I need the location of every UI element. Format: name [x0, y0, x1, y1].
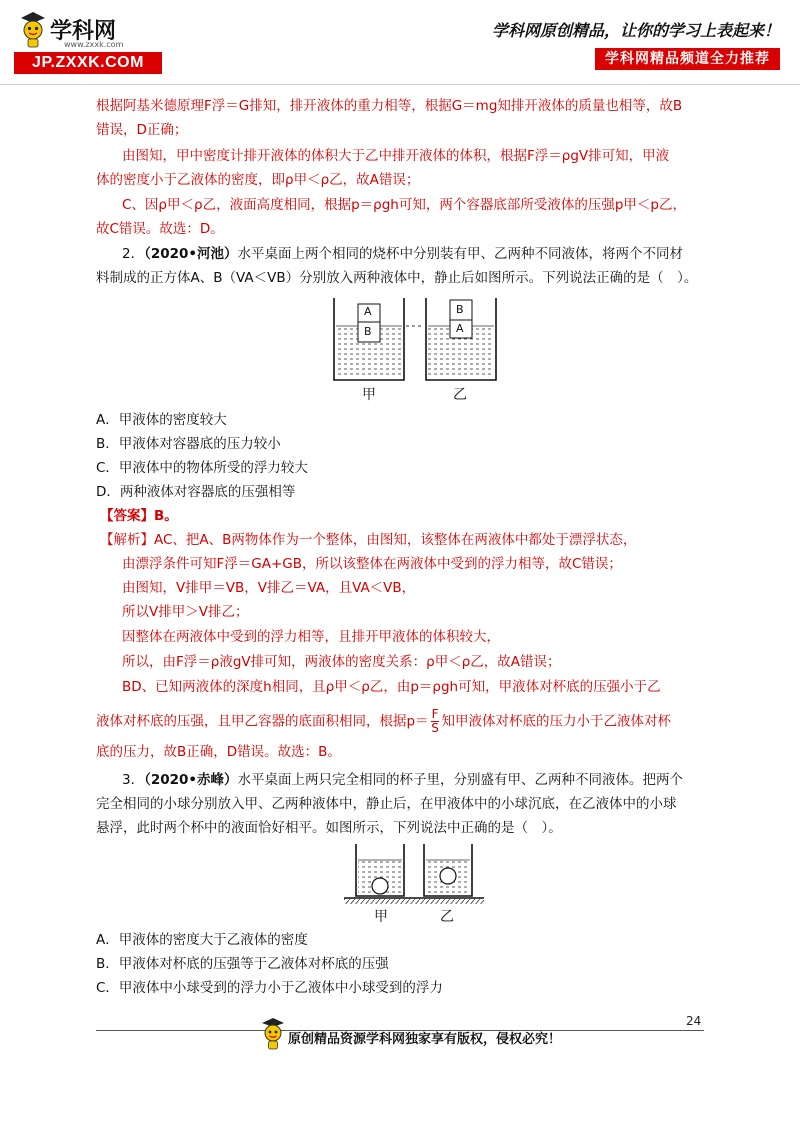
question-source: （2020•河池） — [144, 246, 238, 262]
block-b-label: B — [456, 303, 464, 316]
answer: 【答案】B。 — [100, 508, 178, 524]
logo-small-url: www.zxxk.com — [64, 40, 124, 49]
cup-label-yi: 乙 — [440, 909, 454, 925]
question-3-stem-cont: 悬浮，此时两个杯中的液面恰好相平。如图所示，下列说法中正确的是（ ）。 — [96, 820, 562, 836]
header-divider — [0, 84, 800, 85]
question-2-stem — [122, 244, 712, 264]
question-stem-text: 水平桌面上两个相同的烧杯中分别装有甲、乙两种不同液体，将两个不同材 — [237, 246, 684, 262]
question-2-stem-cont: 料制成的正方体A、B（VA＜VB）分别放入两种液体中，静止后如图所示。下列说法正确的是（ ）。 — [96, 270, 698, 286]
block-b-label: B — [364, 325, 372, 338]
question-number: 2． — [122, 246, 145, 262]
q2-figure — [320, 292, 510, 402]
analysis-line: 因整体在两液体中受到的浮力相等，且排开甲液体的体积较大， — [122, 629, 500, 645]
option-c[interactable]: C．甲液体中的物体所受的浮力较大 — [96, 460, 308, 476]
footer-copyright: 原创精品资源学科网独家享有版权，侵权必究！ — [288, 1032, 562, 1047]
analysis-line: 【解析】AC、把A、B两物体作为一个整体，由图知，该整体在两液体中都处于漂浮状态， — [100, 532, 637, 548]
option-c[interactable]: C．甲液体中小球受到的浮力小于乙液体中小球受到的浮力 — [96, 980, 443, 996]
analysis-text: 知甲液体对杯底的压力小于乙液体对杯 — [441, 713, 671, 730]
analysis-line: 所以V排甲＞V排乙； — [122, 604, 249, 620]
prev-solution-line: C、因ρ甲＜ρ乙，液面高度相同，根据p＝ρgh可知，两个容器底部所受液体的压强p甲＜p乙， — [122, 197, 686, 213]
option-d[interactable]: D．两种液体对容器底的压强相等 — [96, 484, 296, 500]
option-a[interactable]: A．甲液体的密度较大 — [96, 412, 227, 428]
beaker-label-yi: 乙 — [453, 387, 467, 403]
q3-figure — [344, 840, 484, 924]
analysis-line-fraction — [96, 708, 712, 735]
page-number: 24 — [686, 1014, 702, 1028]
option-b[interactable]: B．甲液体对容器底的压力较小 — [96, 436, 281, 452]
prev-solution-line: 根据阿基米德原理F浮＝G排知，排开液体的重力相等，根据G＝mg知排开液体的质量也相等，故B — [96, 98, 683, 114]
question-stem-text: 水平桌面上两只完全相同的杯子里，分别盛有甲、乙两种不同液体。把两个 — [237, 772, 684, 788]
footer-mascot-icon — [260, 1016, 286, 1050]
question-source: （2020•赤峰） — [144, 772, 238, 788]
header — [0, 0, 800, 90]
analysis-line: 底的压力，故B正确，D错误。故选：B。 — [96, 744, 341, 760]
fraction-numerator: F — [431, 707, 439, 721]
question-3-stem — [122, 770, 712, 790]
option-a[interactable]: A．甲液体的密度大于乙液体的密度 — [96, 932, 308, 948]
fraction-f-over-s — [431, 708, 440, 735]
analysis-line: 由漂浮条件可知F浮＝GA+GB，所以该整体在两液体中受到的浮力相等，故C错误； — [122, 556, 622, 572]
logo-mascot-icon — [18, 10, 48, 48]
cup-label-jia: 甲 — [374, 909, 388, 925]
question-3-stem-cont: 完全相同的小球分别放入甲、乙两种液体中，静止后，在甲液体中的小球沉底，在乙液体中的小球 — [96, 796, 677, 812]
analysis-line: 由图知，V排甲＝VB，V排乙＝VA，且VA＜VB， — [122, 580, 416, 596]
beaker-label-jia: 甲 — [362, 387, 376, 403]
site-url-badge[interactable]: JP.ZXXK.COM — [14, 52, 162, 74]
prev-solution-line: 错误，D正确； — [96, 122, 188, 138]
analysis-line: BD、已知两液体的深度h相同，且ρ甲＜ρ乙，由p＝ρgh可知，甲液体对杯底的压强小于乙 — [122, 679, 661, 695]
analysis-text: 液体对杯底的压强，且甲乙容器的底面积相同，根据p＝ — [96, 713, 429, 730]
analysis-line: 所以，由F浮＝ρ液gV排可知，两液体的密度关系：ρ甲＜ρ乙，故A错误； — [122, 654, 561, 670]
option-b[interactable]: B．甲液体对杯底的压强等于乙液体对杯底的压强 — [96, 956, 389, 972]
prev-solution-line: 由图知，甲中密度计排开液体的体积大于乙中排开液体的体积，根据F浮＝ρgV排可知，甲液 — [122, 148, 670, 164]
prev-solution-line: 故C错误。故选：D。 — [96, 221, 224, 237]
header-banner: 学科网精品频道全力推荐 — [595, 48, 780, 70]
logo-text: 学科网 — [50, 18, 117, 43]
header-slogan: 学科网原创精品，让你的学习上表起来！ — [491, 21, 780, 40]
block-a-label: A — [364, 305, 372, 318]
question-number: 3． — [122, 772, 145, 788]
block-a-label: A — [456, 322, 464, 335]
prev-solution-line: 体的密度小于乙液体的密度，即ρ甲＜ρ乙，故A错误； — [96, 172, 420, 188]
fraction-denominator: S — [431, 721, 439, 735]
